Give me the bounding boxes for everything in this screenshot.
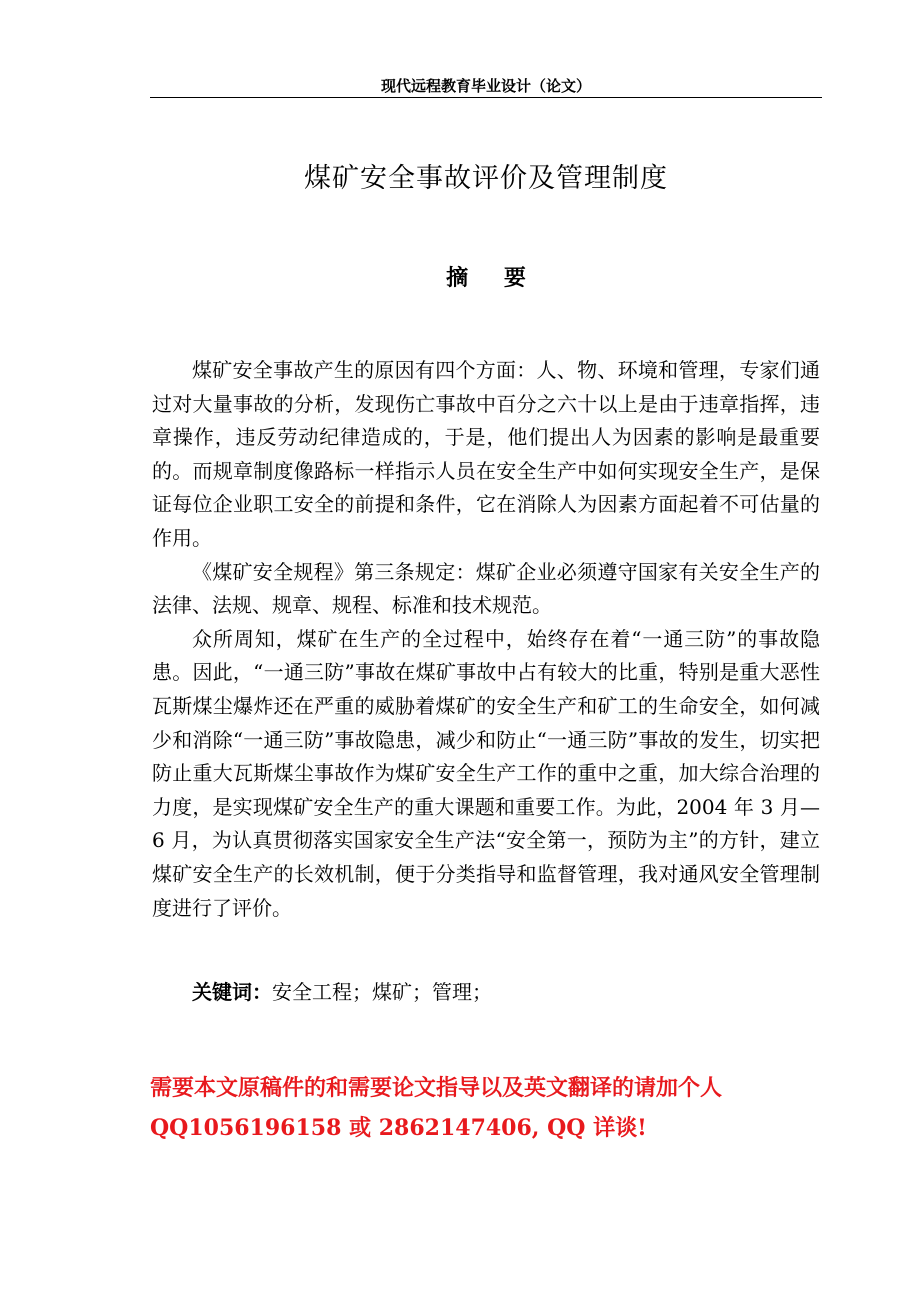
abstract-paragraph-3: 众所周知，煤矿在生产的全过程中，始终存在着“一通三防”的事故隐患。因此，“一通三防”事故在煤矿事故中占有较大的比重，特别是重大恶性瓦斯煤尘爆炸还在严重的威胁着煤矿的安全生产和矿工的生命安全，如何减少和消除“一通三防”事故隐患，减少和防止“一通三防”事故的发生，切实把防止重大瓦斯煤尘事故作为煤矿安全生产工作的重中之重，加大综合治理的力度，是实现煤矿安全生产的重大课题和重要工作。为此，2004 年 3 月—6 月，为认真贯彻落实国家安全生产法“安全第一，预防为主”的方针，建立煤矿安全生产的长效机制，便于分类指导和监督管理，我对通风安全管理制度进行了评价。 (152, 626, 820, 920)
contact-notice (150, 1068, 830, 1148)
abstract-paragraph-1: 煤矿安全事故产生的原因有四个方面：人、物、环境和管理，专家们通过对大量事故的分析，发现伤亡事故中百分之六十以上是由于违章指挥，违章操作，违反劳动纪律造成的，于是，他们提出人为因素的影响是最重要的。而规章制度像路标一样指示人员在安全生产中如何实现安全生产，是保证每位企业职工安全的前提和条件，它在消除人为因素方面起着不可估量的作用。 (152, 358, 820, 550)
abstract-heading: 摘 要 (446, 266, 540, 291)
keywords-value: 安全工程；煤矿；管理； (272, 980, 492, 1004)
contact-notice-line-1: 需要本文原稿件的和需要论文指导以及英文翻译的请加个人 (150, 1075, 723, 1101)
keywords-line (192, 976, 812, 1008)
contact-notice-line-2: QQ1056196158 或 2862147406, QQ 详谈! (150, 1115, 647, 1141)
page-title: 煤矿安全事故评价及管理制度 (304, 163, 668, 194)
abstract-paragraph-2: 《煤矿安全规程》第三条规定：煤矿企业必须遵守国家有关安全生产的法律、法规、规章、规程、标准和技术规范。 (152, 559, 820, 618)
abstract-body (152, 354, 820, 925)
keywords-label: 关键词： (192, 980, 272, 1004)
header-rule (150, 97, 822, 98)
running-header: 现代远程教育毕业设计（论文） (380, 77, 591, 95)
